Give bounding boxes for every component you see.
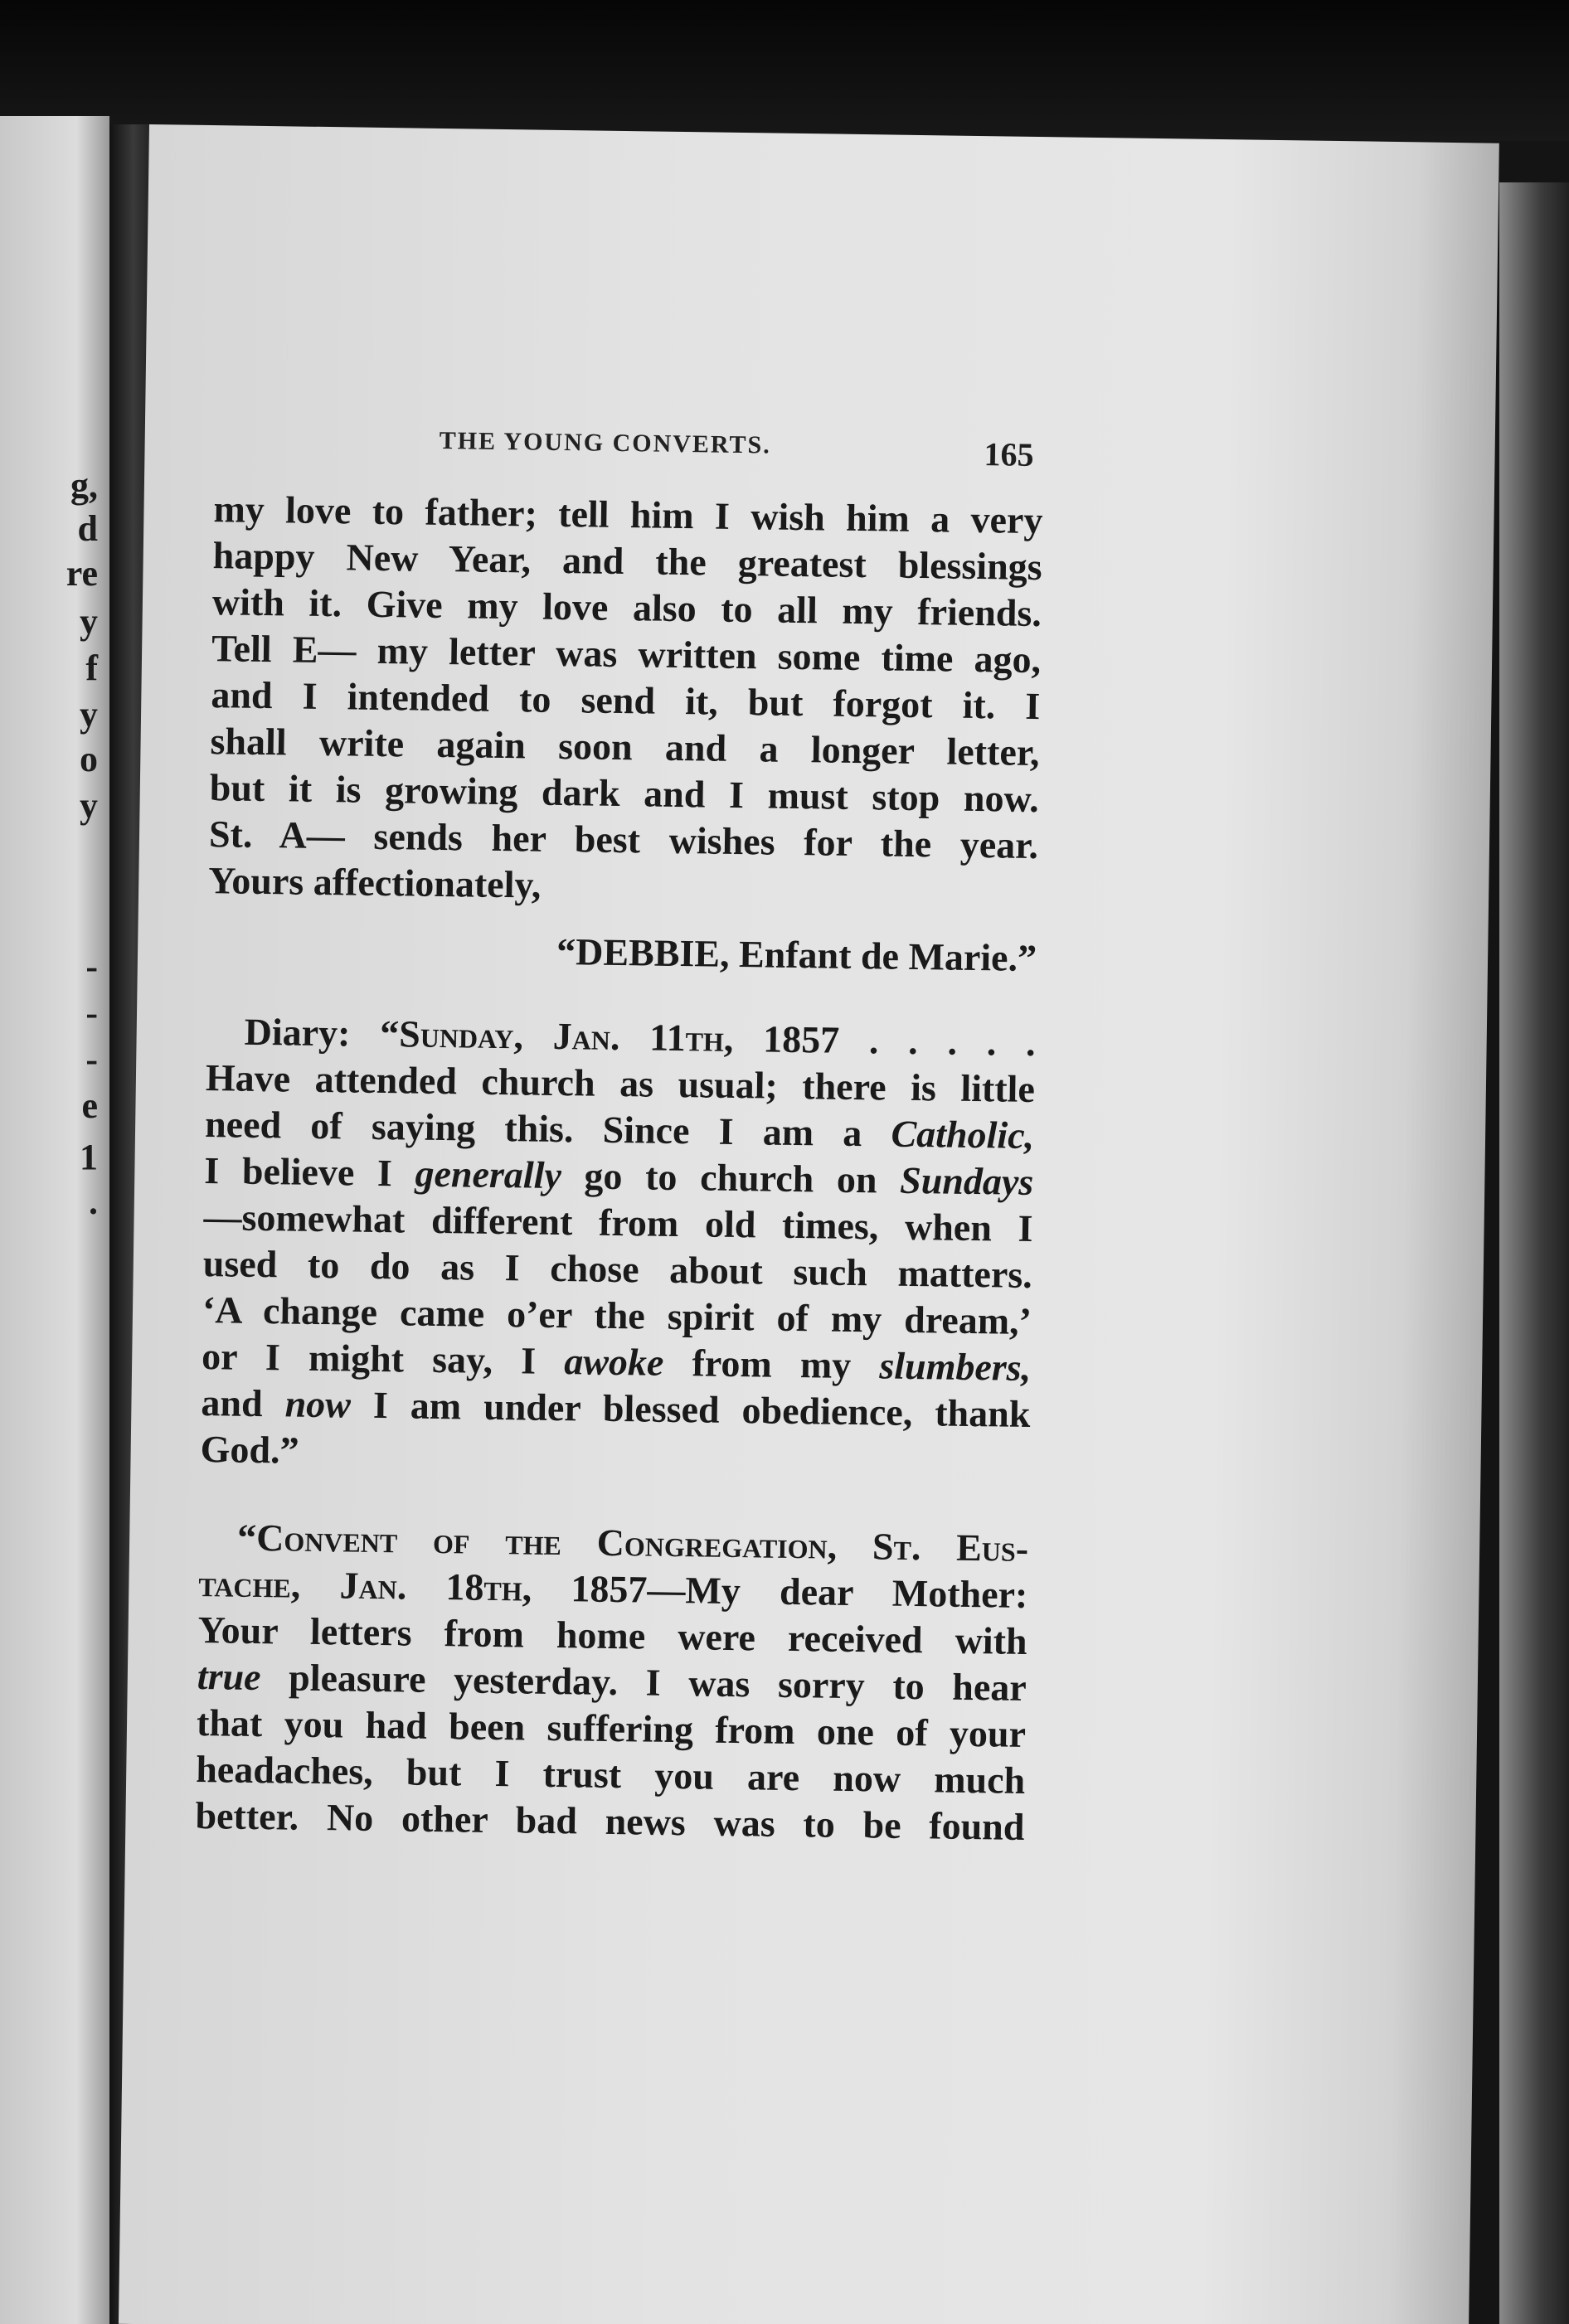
text-run: —My dear Mother: (647, 1568, 1028, 1616)
text-line: Tell E— my letter was written some time ago, (211, 627, 1042, 682)
left-fragment: re (66, 553, 98, 594)
text-run: from my (663, 1341, 880, 1387)
text-run: go to church on (561, 1154, 901, 1201)
left-fragment: e (81, 1085, 98, 1126)
left-fragment: y (80, 694, 98, 735)
text-line: headaches, but I trust you are now much (195, 1747, 1026, 1802)
text-line (197, 1654, 1027, 1709)
italic-run: Catholic, (891, 1112, 1035, 1157)
italic-run: generally (415, 1152, 562, 1197)
signature-line: “DEBBIE, Enfant de Marie.” (556, 929, 1037, 980)
left-fragment: g, (70, 465, 98, 506)
diary-date: “Sunday, Jan. 11th, 1857 (379, 1012, 840, 1061)
text-line: —somewhat different from old times, when I (203, 1196, 1033, 1250)
text-line: used to do as I chose about such matters. (202, 1242, 1033, 1296)
text-run: need of saying this. Since I am a (204, 1103, 891, 1155)
text-line: and I intended to send it, but forgot it. I (211, 673, 1041, 728)
text-line: shall write again soon and a longer letter, (210, 720, 1040, 774)
text-line: better. No other bad news was to be found (195, 1793, 1025, 1848)
ellipsis: . . . . . (838, 1018, 1036, 1065)
text-line: happy New Year, and the greatest blessings (212, 534, 1043, 589)
left-page-edge (0, 116, 109, 2324)
text-line: my love to father; tell him I wish him a very (213, 488, 1043, 542)
top-shadow (0, 0, 1569, 141)
italic-run: awoke (563, 1340, 664, 1384)
letter-heading: “Convent of the Congregation, St. Eus- (236, 1516, 1029, 1570)
left-fragment: - (85, 1039, 98, 1080)
text-line: ‘A change came o’er the spirit of my dream,’ (202, 1288, 1032, 1342)
text-run: and (201, 1381, 286, 1425)
text-run: pleasure yesterday. I was sorry to hear (260, 1656, 1027, 1709)
text-line: Your letters from home were received with (197, 1608, 1027, 1662)
letter-date: tache, Jan. 18th, 1857 (198, 1562, 648, 1611)
italic-run: Sundays (899, 1158, 1034, 1204)
left-fragment: y (80, 601, 98, 642)
text-run: I believe I (204, 1149, 415, 1195)
text-line: that you had been suffering from one of your (196, 1701, 1027, 1755)
left-fragment: o (80, 739, 98, 779)
text-run: or I might say, I (201, 1335, 565, 1383)
left-fragment: f (85, 648, 98, 688)
left-fragment: 1 (80, 1137, 98, 1177)
italic-run: now (284, 1382, 352, 1426)
text-line: St. A— sends her best wishes for the year. (208, 813, 1039, 867)
text-line: Have attended church as usual; there is little (205, 1056, 1036, 1111)
text-line (198, 1562, 1028, 1616)
text-line: Yours affectionately, (207, 859, 542, 906)
diary-line-1 (244, 1010, 1036, 1065)
text-line (204, 1149, 1034, 1204)
book-page (119, 124, 1499, 2324)
right-page-edge (1499, 182, 1569, 2324)
text-line: God.” (200, 1428, 299, 1472)
left-fragment: . (89, 1181, 98, 1222)
text-run: I am under blessed obedience, thank (350, 1383, 1031, 1435)
diary-label: Diary: (244, 1010, 381, 1055)
left-fragment: y (80, 785, 98, 826)
text-line: but it is growing dark and I must stop now. (209, 766, 1040, 821)
italic-run: slumbers, (879, 1344, 1032, 1389)
text-line (201, 1381, 1031, 1435)
left-fragment: - (85, 946, 98, 987)
left-fragment: - (85, 992, 98, 1033)
text-line (202, 1337, 1032, 1387)
page-number: 165 (984, 435, 1034, 473)
text-line (205, 1105, 1035, 1155)
left-fragment: d (77, 508, 98, 549)
running-head: THE YOUNG CONVERTS. (439, 426, 771, 459)
italic-run: true (197, 1654, 261, 1699)
text-line: with it. Give my love also to all my friends. (211, 580, 1042, 635)
